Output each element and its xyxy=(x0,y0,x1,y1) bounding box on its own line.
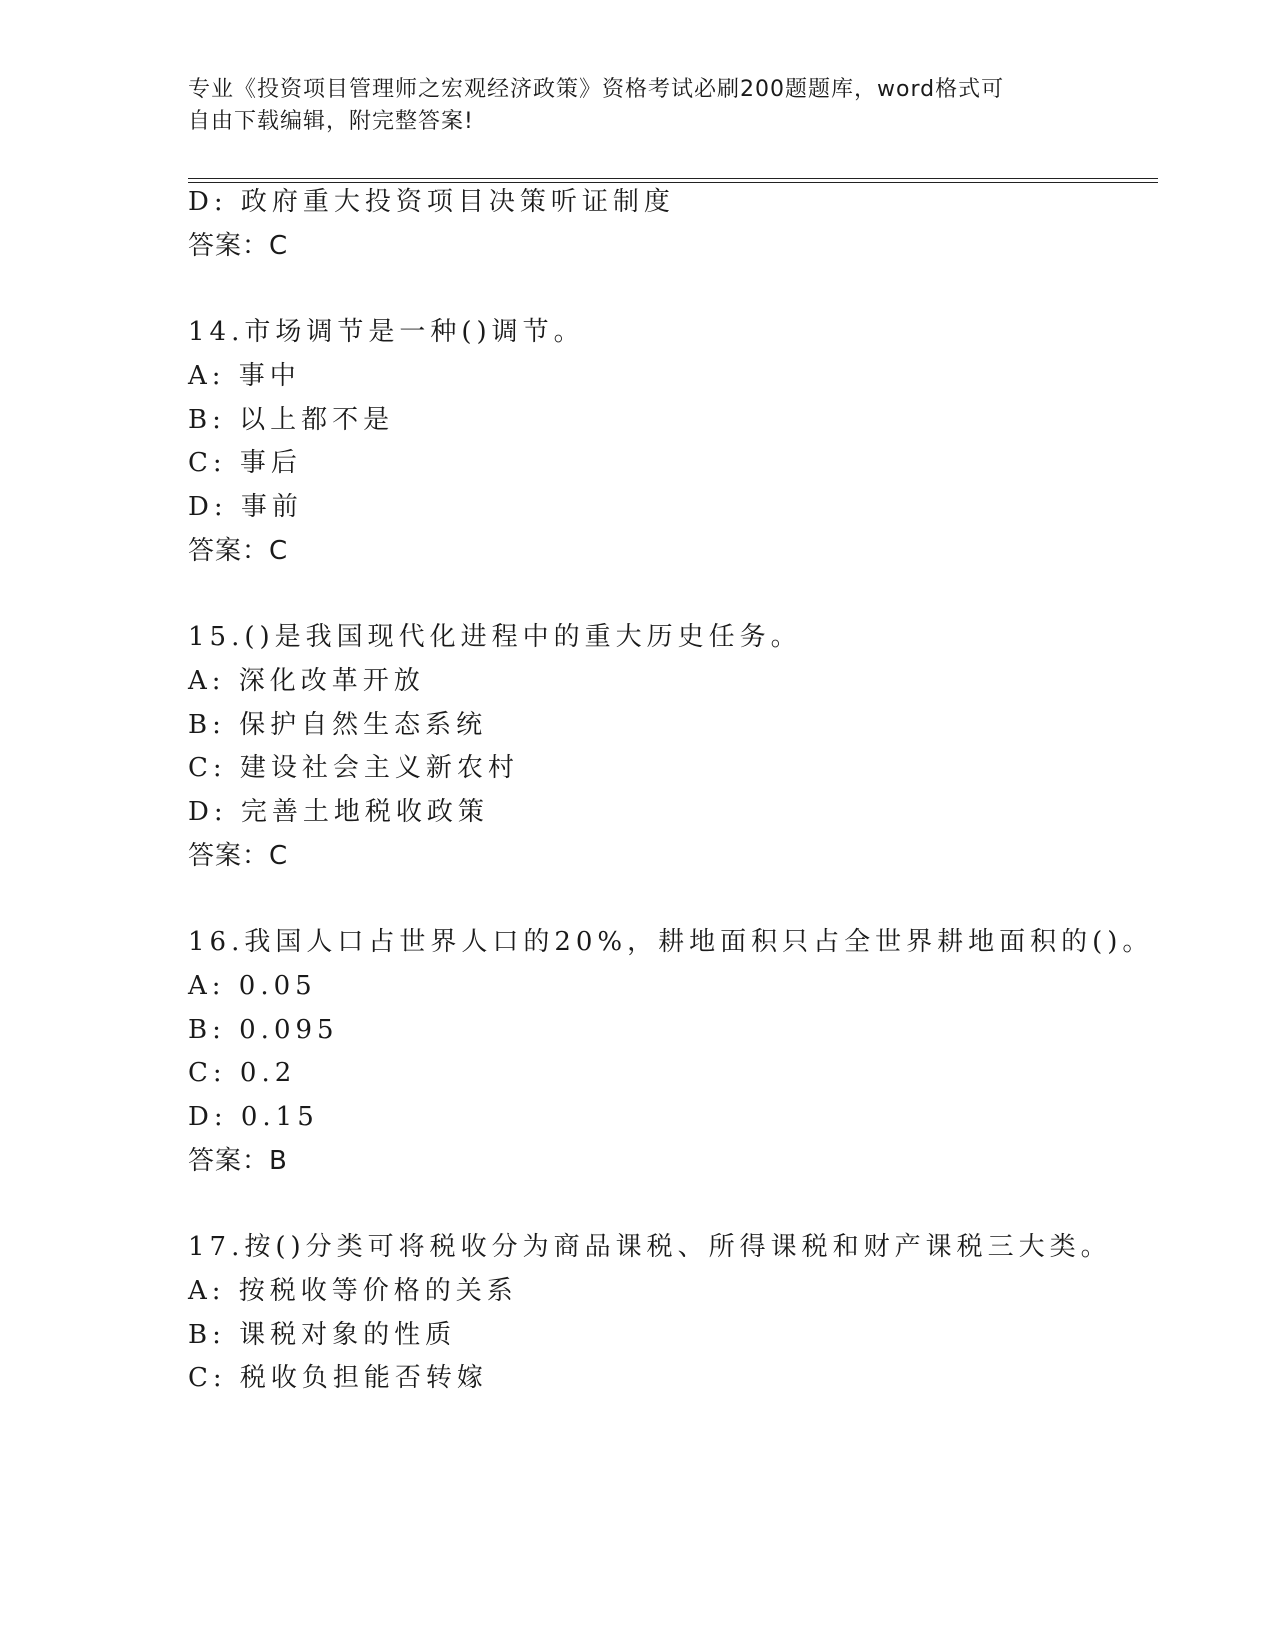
q15-option-d: D: 完善土地税收政策 xyxy=(188,797,489,827)
q15-option-b: B: 保护自然生态系统 xyxy=(188,710,488,740)
q13-answer: 答案：C xyxy=(188,231,289,261)
q14-option-d: D: 事前 xyxy=(188,492,303,522)
header-line-1: 专业《投资项目管理师之宏观经济政策》资格考试必刷200题题库，word格式可 xyxy=(188,77,1005,102)
q14-answer: 答案：C xyxy=(188,536,289,566)
header-divider xyxy=(188,178,1158,183)
q15-stem: 15.()是我国现代化进程中的重大历史任务。 xyxy=(188,622,802,652)
q15-option-c: C: 建设社会主义新农村 xyxy=(188,753,519,783)
header-line-2: 自由下载编辑，附完整答案! xyxy=(188,109,474,134)
q17-option-b: B: 课税对象的性质 xyxy=(188,1320,457,1350)
q16-option-d: D: 0.15 xyxy=(188,1102,319,1132)
q14-option-b: B: 以上都不是 xyxy=(188,405,395,435)
q17-stem: 17.按()分类可将税收分为商品课税、所得课税和财产课税三大类。 xyxy=(188,1232,1112,1262)
q16-option-a: A: 0.05 xyxy=(188,971,317,1001)
q16-option-c: C: 0.2 xyxy=(188,1058,297,1088)
q16-option-b: B: 0.095 xyxy=(188,1015,339,1045)
q14-stem: 14.市场调节是一种()调节。 xyxy=(188,317,585,347)
q14-option-c: C: 事后 xyxy=(188,448,302,478)
q16-stem: 16.我国人口占世界人口的20%，耕地面积只占全世界耕地面积的()。 xyxy=(188,927,1154,957)
q15-option-a: A: 深化改革开放 xyxy=(188,666,425,696)
document-header xyxy=(188,74,1088,138)
q13-option-d: D: 政府重大投资项目决策听证制度 xyxy=(188,187,675,217)
q16-answer: 答案：B xyxy=(188,1146,288,1176)
q17-option-a: A: 按税收等价格的关系 xyxy=(188,1276,518,1306)
q14-option-a: A: 事中 xyxy=(188,361,301,391)
q15-answer: 答案：C xyxy=(188,841,289,871)
q17-option-c: C: 税收负担能否转嫁 xyxy=(188,1363,488,1393)
